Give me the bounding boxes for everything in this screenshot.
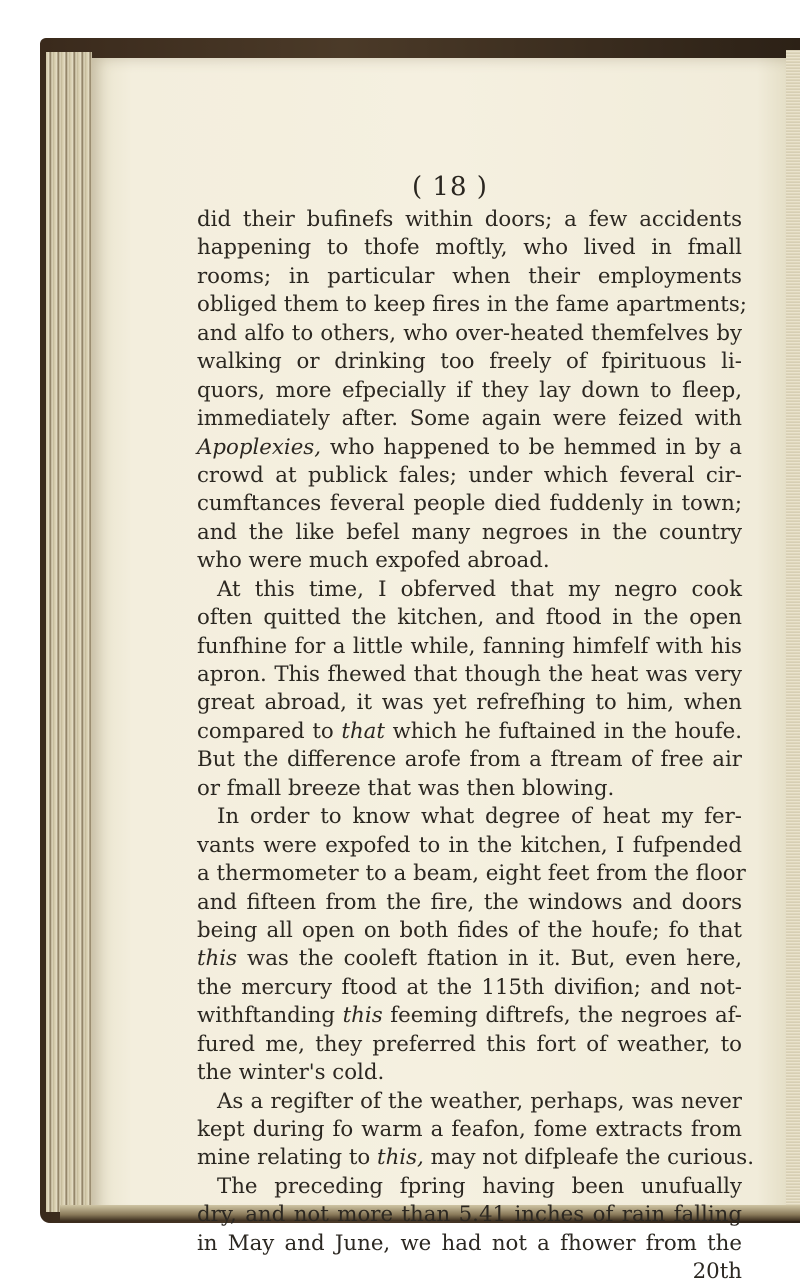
text-line: But the difference arofe from a ftream of free air: [197, 747, 742, 773]
text-line: fured me, they preferred this fort of weather, to: [197, 1031, 742, 1057]
text-line: funfhine for a little while, fanning himfelf with his: [197, 633, 742, 659]
text-segment: mine relating to: [197, 1145, 378, 1171]
text-line: [197, 718, 742, 746]
text-segment: which he fuftained in the houfe.: [384, 718, 742, 744]
text-line: At this time, I obferved that my negro cook: [217, 576, 742, 602]
text-segment: feeming diftrefs, the negroes af-: [382, 1003, 742, 1029]
text-line: who were much expofed abroad.: [197, 548, 550, 574]
text-line: [197, 434, 742, 462]
text-segment: who happened to be hemmed in by a: [321, 434, 742, 460]
text-line: happening to thofe moftly, who lived in fmall: [197, 235, 742, 261]
text-line: apron. This fhewed that though the heat was very: [197, 662, 742, 687]
text-segment: withftanding: [197, 1003, 343, 1029]
text-line: [197, 1144, 755, 1172]
text-line: kept during fo warm a feafon, fome extracts from: [197, 1117, 742, 1142]
text-line: dry, and not more than 5.41 inches of rain falling: [197, 1202, 742, 1228]
text-line: In order to know what degree of heat my fer-: [217, 804, 742, 830]
text-line: or fmall breeze that was then blowing.: [197, 775, 615, 801]
text-line: immediately after. Some again were feized with: [197, 406, 742, 432]
text-line: the mercury ftood at the 115th divifion; and not-: [197, 974, 742, 1000]
text-line: rooms; in particular when their employments: [197, 263, 742, 289]
text-line: in May and June, we had not a fhower from the: [197, 1230, 742, 1256]
text-line: cumftances feveral people died fuddenly in town;: [197, 491, 742, 517]
text-line: [197, 1002, 742, 1030]
page-fore-edge: [786, 50, 800, 1220]
text-line: great abroad, it was yet refrefhing to him, when: [197, 690, 742, 716]
text-line: quors, more efpecially if they lay down to fleep,: [197, 377, 742, 403]
text-line: As a regifter of the weather, perhaps, was never: [217, 1088, 742, 1114]
italic-text: that: [341, 718, 385, 744]
text-line: and fifteen from the fire, the windows and doors: [197, 889, 742, 915]
text-line: crowd at publick fales; under which feveral cir-: [197, 462, 742, 488]
text-line: 20th: [692, 1259, 742, 1285]
text-line: [197, 945, 742, 973]
italic-text: this: [342, 1003, 383, 1029]
text-line: being all open on both fides of the houfe; fo that: [197, 917, 742, 943]
page-number: ( 18 ): [412, 172, 488, 202]
text-line: the winter's cold.: [197, 1060, 385, 1086]
text-segment: may not difpleafe the curious.: [423, 1145, 755, 1171]
body-text: [197, 206, 755, 1287]
text-line: often quitted the kitchen, and ftood in the open: [197, 605, 742, 631]
text-line: vants were expofed to in the kitchen, I fufpended: [197, 832, 742, 858]
text-line: and the like befel many negroes in the country: [197, 519, 742, 545]
text-line: The preceding fpring having been unufually: [217, 1173, 742, 1199]
page-gutter-edges: [46, 52, 92, 1212]
text-line: obliged them to keep fires in the fame apartments;: [197, 292, 747, 318]
text-line: walking or drinking too freely of fpirituous li-: [197, 349, 742, 375]
text-segment: was the cooleft ftation in it. But, even here,: [237, 946, 742, 972]
italic-text: this: [197, 946, 238, 972]
text-line: did their bufinefs within doors; a few accidents: [197, 207, 742, 232]
text-segment: compared to: [197, 718, 342, 744]
text-line: a thermometer to a beam, eight feet from the floor: [197, 861, 746, 887]
italic-text: this,: [377, 1145, 424, 1171]
italic-text: Apoplexies,: [197, 434, 322, 460]
text-line: and alfo to others, who over-heated themfelves by: [197, 320, 742, 346]
